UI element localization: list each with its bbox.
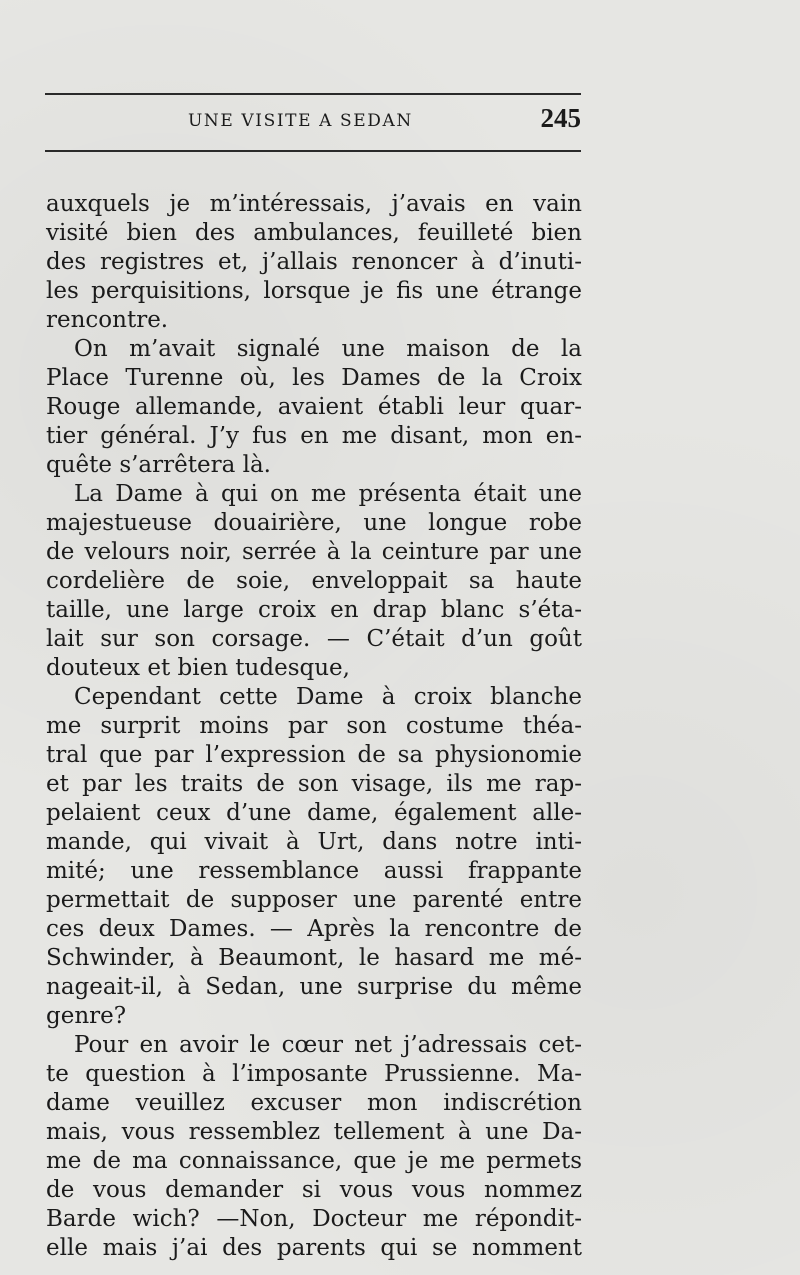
text-line: elle mais j’ai des parents qui se nomment [46,1235,582,1261]
text-line: douteux et bien tudesque, [46,655,350,681]
text-line: pelaient ceux d’une dame, également alle- [46,800,582,826]
text-line: quête s’arrêtera là. [46,452,271,478]
text-line: visité bien des ambulances, feuilleté bien [46,220,582,246]
text-line: te question à l’imposante Prussienne. Ma- [46,1061,582,1087]
text-line: ces deux Dames. — Après la rencontre de [46,916,582,942]
text-line: de vous demander si vous vous nommez [46,1177,582,1203]
text-line: de velours noir, serrée à la ceinture par une [46,539,582,565]
text-line: et par les traits de son visage, ils me rap- [46,771,582,797]
text-line: majestueuse douairière, une longue robe [46,510,582,536]
page-header [45,103,581,139]
text-line: dame veuillez excuser mon indiscrétion [46,1090,582,1116]
body-text [46,190,582,1263]
text-line: La Dame à qui on me présenta était une [74,481,582,507]
text-line: On m’avait signalé une maison de la [74,336,582,362]
text-line: Rouge allemande, avaient établi leur quar- [46,394,582,420]
text-line: cordelière de soie, enveloppait sa haute [46,568,582,594]
text-line: mité; une ressemblance aussi frappante [46,858,582,884]
text-line: tral que par l’expression de sa physionomie [46,742,582,768]
text-line: me surprit moins par son costume théa- [46,713,582,739]
text-line: auxquels je m’intéressais, j’avais en vain [46,191,582,217]
text-line: Place Turenne où, les Dames de la Croix [46,365,582,391]
text-line: permettait de supposer une parenté entre [46,887,582,913]
text-line: me de ma connaissance, que je me permets [46,1148,582,1174]
text-line: rencontre. [46,307,169,333]
running-head: UNE VISITE A SEDAN [188,111,413,131]
text-line: nageait-il, à Sedan, une surprise du même [46,974,582,1000]
text-line: lait sur son corsage. — C’était d’un goût [46,626,582,652]
text-line: Cependant cette Dame à croix blanche [74,684,582,710]
text-line: mande, qui vivait à Urt, dans notre inti- [46,829,582,855]
text-line: mais, vous ressemblez tellement à une Da- [46,1119,582,1145]
page-number: 245 [540,103,581,133]
text-line: des registres et, j’allais renoncer à d’inuti- [46,249,582,275]
text-line: tier général. J’y fus en me disant, mon en- [46,423,582,449]
text-line: Pour en avoir le cœur net j’adressais cet- [74,1032,582,1058]
header-rule-top [45,93,581,95]
text-line: genre? [46,1003,127,1029]
text-line: taille, une large croix en drap blanc s’éta- [46,597,582,623]
text-line: Schwinder, à Beaumont, le hasard me mé- [46,945,582,971]
text-line: les perquisitions, lorsque je fis une étrange [46,278,582,304]
text-line: Barde wich? —Non, Docteur me répondit- [46,1206,582,1232]
header-rule-bottom [45,150,581,152]
